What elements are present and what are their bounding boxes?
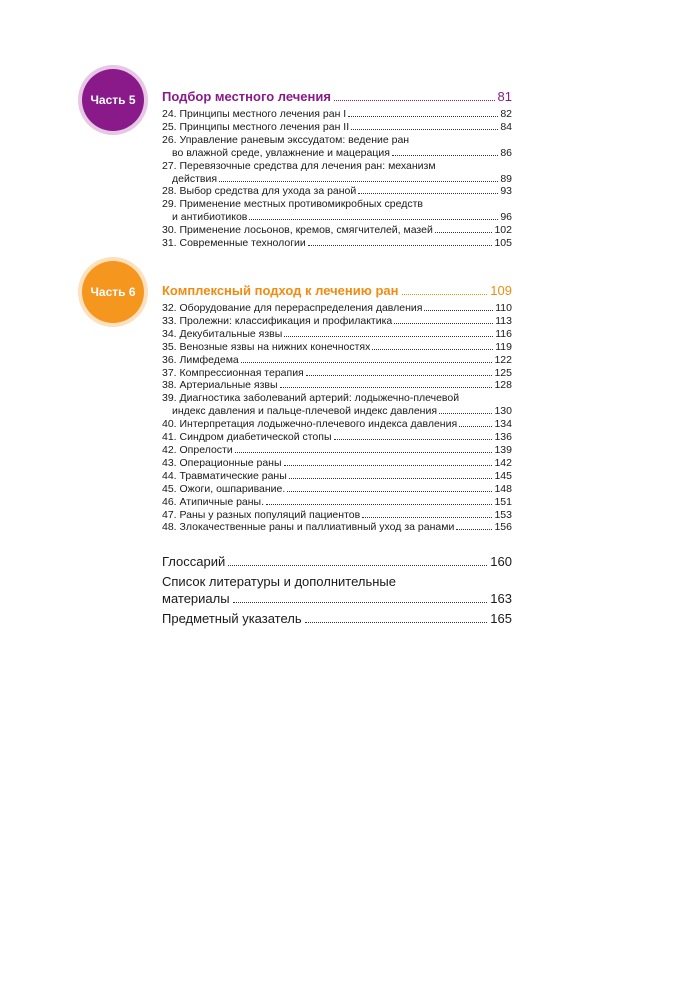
part-6-badge-label: Часть 6 <box>90 285 136 299</box>
leader-dots <box>280 387 493 388</box>
toc-entry-page-number: 116 <box>495 327 512 340</box>
toc-entry[interactable] <box>162 198 512 224</box>
toc-entry-title: 45. Ожоги, ошпаривание. <box>162 482 286 495</box>
toc-entry-page-number: 151 <box>494 495 512 508</box>
toc-entry-title-line: 27. Перевязочные средства для лечения ран: механизм <box>162 159 436 172</box>
toc-entry-title: 44. Травматические раны <box>162 469 287 482</box>
leader-dots <box>249 219 498 220</box>
toc-entry-page-number: 160 <box>490 554 512 569</box>
toc-entry-row <box>162 496 512 509</box>
toc-entry-row <box>162 302 512 315</box>
leader-dots <box>241 362 493 363</box>
leader-dots <box>424 310 493 311</box>
leader-dots <box>284 336 493 337</box>
leader-dots <box>235 452 493 453</box>
part-5-entries <box>162 108 512 250</box>
toc-entry[interactable] <box>162 496 512 509</box>
toc-entry[interactable] <box>162 521 512 534</box>
toc-entry-page-number: 148 <box>494 482 512 495</box>
part-5-page-number: 81 <box>497 89 512 104</box>
toc-entry-page-number: 139 <box>494 443 512 456</box>
part-6-badge <box>82 261 144 323</box>
part-6-entries <box>162 302 512 534</box>
leader-dots <box>358 193 498 194</box>
toc-entry-page-number: 136 <box>494 431 512 444</box>
toc-entry-title-line: 29. Применение местных противомикробных средств <box>162 198 423 211</box>
toc-entry[interactable] <box>162 367 512 380</box>
toc-entry-row <box>162 224 512 237</box>
toc-entry-row <box>162 444 512 457</box>
toc-entry-title: 42. Опрелости <box>162 443 233 456</box>
toc-entry-title: 43. Операционные раны <box>162 456 282 469</box>
toc-entry-row <box>162 367 512 380</box>
leader-dots <box>362 517 492 518</box>
toc-entry-title: 36. Лимфедема <box>162 353 239 366</box>
toc-entry-title: 38. Артериальные язвы <box>162 379 278 392</box>
toc-entry-page-number: 86 <box>500 146 512 159</box>
toc-entry-page-number: 119 <box>495 340 512 353</box>
leader-dots <box>266 504 492 505</box>
toc-entry-page-number: 153 <box>494 508 512 521</box>
toc-entry[interactable] <box>162 418 512 431</box>
toc-entry-page-number: 110 <box>495 302 512 314</box>
toc-entry[interactable] <box>162 185 512 198</box>
toc-entry[interactable] <box>162 470 512 483</box>
toc-entry[interactable] <box>162 315 512 328</box>
toc-entry-title: 46. Атипичные раны. <box>162 495 265 508</box>
toc-entry-title: 34. Декубитальные язвы <box>162 327 283 340</box>
toc-entry-row <box>162 457 512 470</box>
part-5-badge <box>82 69 144 131</box>
toc-entry-row <box>162 185 512 198</box>
toc-entry-row <box>162 470 512 483</box>
toc-entry-title: материалы <box>162 591 230 606</box>
toc-entry-title: 35. Венозные язвы на нижних конечностях <box>162 340 371 353</box>
back-matter <box>162 553 512 630</box>
toc-entry-page-number: 84 <box>500 120 512 133</box>
toc-entry-row <box>162 418 512 431</box>
toc-entry[interactable] <box>162 328 512 341</box>
part-6-page-number: 109 <box>490 283 512 298</box>
toc-entry-title: во влажной среде, увлажнение и мацерация <box>172 146 390 159</box>
leader-dots <box>289 478 493 479</box>
toc-entry-title: 30. Применение лосьонов, кремов, смягчителей, мазей <box>162 224 433 237</box>
toc-entry[interactable] <box>162 341 512 354</box>
toc-entry-title: и антибиотиков <box>172 211 248 224</box>
leader-dots <box>233 602 488 603</box>
toc-entry[interactable] <box>162 354 512 367</box>
toc-entry-title: 25. Принципы местного лечения ран II <box>162 120 350 133</box>
toc-entry-title: индекс давления и пальце-плечевой индекс давления <box>172 405 438 418</box>
toc-entry[interactable] <box>162 237 512 250</box>
part-5-title: Подбор местного лечения <box>162 89 331 104</box>
toc-entry[interactable] <box>162 444 512 457</box>
toc-entry-page-number: 93 <box>500 185 512 198</box>
toc-entry-page-number: 82 <box>500 108 512 120</box>
toc-entry-title: 24. Принципы местного лечения ран I <box>162 108 347 120</box>
toc-entry-title: 28. Выбор средства для ухода за раной <box>162 185 357 198</box>
toc-entry-title-line: 26. Управление раневым экссудатом: ведение ран <box>162 133 410 146</box>
toc-entry-page-number: 134 <box>494 418 512 431</box>
toc-entry-title-line: 39. Диагностика заболеваний артерий: лодыжечно-плечевой <box>162 392 460 405</box>
toc-entry-title: 47. Раны у разных популяций пациентов <box>162 508 361 521</box>
toc-entry[interactable] <box>162 509 512 522</box>
toc-entry-row <box>162 379 512 392</box>
toc-entry-page-number: 130 <box>494 405 512 418</box>
toc-entry-page-number: 156 <box>494 521 512 534</box>
toc-entry-page-number: 122 <box>494 353 512 366</box>
toc-entry-title: Предметный указатель <box>162 611 302 626</box>
toc-entry[interactable] <box>162 108 512 121</box>
toc-entry-row <box>162 431 512 444</box>
leader-dots <box>459 426 492 427</box>
part-6-title: Комплексный подход к лечению ран <box>162 283 399 298</box>
leader-dots <box>334 439 493 440</box>
toc-entry-title: Глоссарий <box>162 554 226 569</box>
back-matter-item[interactable] <box>162 553 512 570</box>
toc-entry-title: 32. Оборудование для перераспределения давления <box>162 302 423 314</box>
leader-dots <box>306 375 493 376</box>
toc-entry-title: 31. Современные технологии <box>162 237 306 250</box>
leader-dots <box>305 622 488 623</box>
leader-dots <box>372 349 493 350</box>
leader-dots <box>348 116 498 117</box>
leader-dots <box>394 323 493 324</box>
leader-dots <box>351 129 498 130</box>
part-5-heading[interactable] <box>162 88 512 106</box>
toc-entry-row <box>162 147 512 160</box>
leader-dots <box>402 294 488 295</box>
toc-entry-row <box>162 328 512 341</box>
toc-entry-row <box>162 553 512 570</box>
part-6-content <box>162 282 512 534</box>
toc-entry-page-number: 145 <box>494 469 512 482</box>
part-6-heading[interactable] <box>162 282 512 300</box>
toc-entry[interactable] <box>162 224 512 237</box>
toc-entry-row <box>162 315 512 328</box>
toc-entry-page-number: 113 <box>495 314 512 327</box>
toc-entry-row <box>162 211 512 224</box>
toc-entry-row <box>162 341 512 354</box>
leader-dots <box>334 100 495 101</box>
toc-entry[interactable] <box>162 483 512 496</box>
toc-entry-page-number: 125 <box>494 366 512 379</box>
leader-dots <box>439 413 492 414</box>
toc-entry-title: действия <box>172 172 218 185</box>
toc-entry-row <box>162 121 512 134</box>
leader-dots <box>219 181 498 182</box>
toc-entry-row <box>162 108 512 121</box>
toc-entry[interactable] <box>162 379 512 392</box>
toc-entry-title: 48. Злокачественные раны и паллиативный уход за ранами <box>162 521 455 534</box>
toc-entry-row <box>162 405 512 418</box>
toc-entry-row <box>162 521 512 534</box>
toc-entry-title: 41. Синдром диабетической стопы <box>162 431 332 444</box>
toc-entry-page-number: 165 <box>490 611 512 626</box>
toc-entry-page-number: 102 <box>494 224 512 237</box>
toc-entry-row <box>162 483 512 496</box>
toc-entry-row <box>162 354 512 367</box>
leader-dots <box>456 529 492 530</box>
toc-entry-title-line: Список литературы и дополнительные <box>162 574 396 589</box>
toc-entry-row <box>162 237 512 250</box>
toc-entry-row <box>162 173 512 186</box>
back-matter-item[interactable] <box>162 610 512 627</box>
part-5-content <box>162 88 512 250</box>
toc-entry[interactable] <box>162 134 512 160</box>
toc-entry-row <box>162 590 512 607</box>
toc-entry-title: 33. Пролежни: классификация и профилактика <box>162 314 393 327</box>
leader-dots <box>284 465 493 466</box>
toc-entry[interactable] <box>162 121 512 134</box>
back-matter-item[interactable] <box>162 573 512 607</box>
toc-entry[interactable] <box>162 431 512 444</box>
leader-dots <box>287 491 492 492</box>
toc-entry[interactable] <box>162 457 512 470</box>
toc-entry[interactable] <box>162 392 512 418</box>
toc-entry-title: 37. Компрессионная терапия <box>162 366 304 379</box>
toc-entry[interactable] <box>162 160 512 186</box>
toc-entry-page-number: 96 <box>500 211 512 224</box>
leader-dots <box>392 155 498 156</box>
toc-entry-row <box>162 610 512 627</box>
toc-entry-page-number: 89 <box>500 172 512 185</box>
toc-entry-title: 40. Интерпретация лодыжечно-плечевого индекса давления <box>162 418 458 431</box>
leader-dots <box>435 232 493 233</box>
toc-entry-page-number: 105 <box>494 237 512 250</box>
toc-entry[interactable] <box>162 302 512 315</box>
part-5-badge-label: Часть 5 <box>90 93 136 107</box>
toc-entry-page-number: 142 <box>494 456 512 469</box>
toc-entry-page-number: 128 <box>494 379 512 392</box>
leader-dots <box>228 565 487 566</box>
toc-entry-row <box>162 509 512 522</box>
leader-dots <box>308 245 493 246</box>
toc-entry-page-number: 163 <box>490 591 512 606</box>
